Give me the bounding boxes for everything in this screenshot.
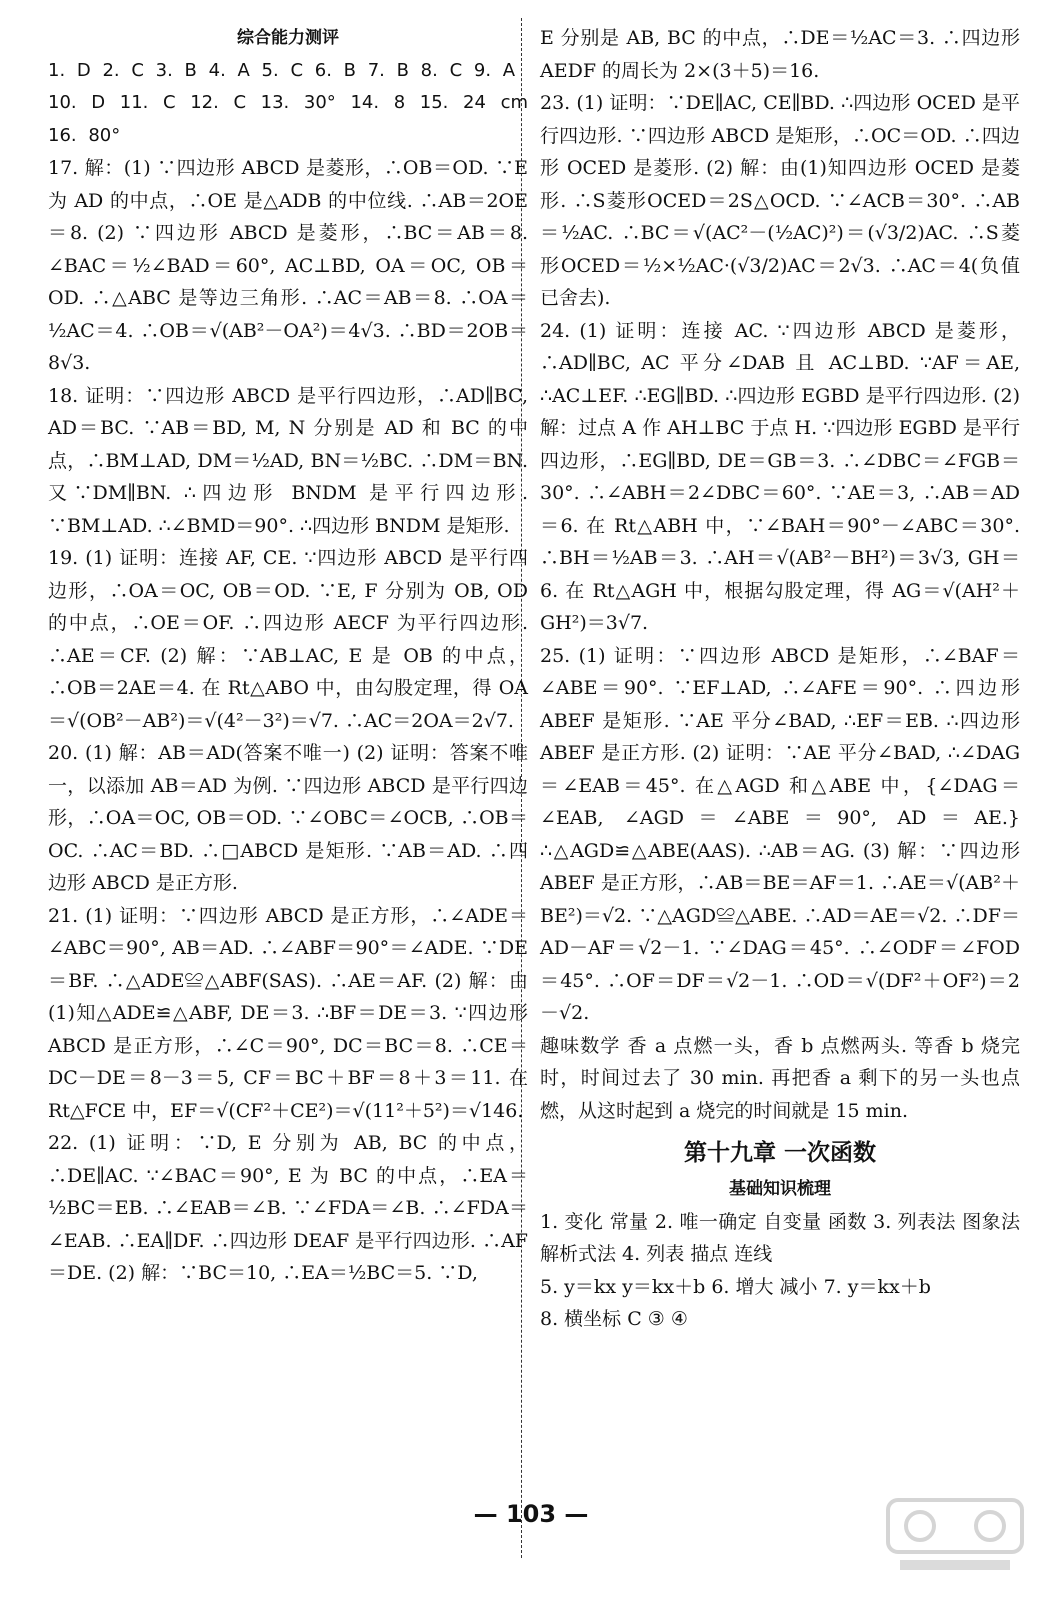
basic-answers-1: 1. 变化 常量 2. 唯一确定 自变量 函数 3. 列表法 图象法 解析式法 4. 列表 描点 连线 (540, 1210, 1020, 1265)
fun-math: 趣味数学 香 a 点燃一头，香 b 点燃两头. 等香 b 烧完时，时间过去了 30 min. 再把香 a 剩下的另一头也点燃，从这时起到 a 烧完的时间就是 15 min. (540, 1034, 1020, 1122)
section-subtitle: 基础知识梳理 (729, 1179, 831, 1199)
solution-23: 23. (1) 证明：∵DE∥AC, CE∥BD. ∴四边形 OCED 是平行四边形. ∵四边形 ABCD 是矩形，∴OC＝OD. ∴四边形 OCED 是菱形. (2) 解：由(1)知四边形 OCED 是菱形. ∴S菱形OCED＝2S△OCD. ∵∠ACB＝30°. ∴AB＝½AC. ∴BC＝√(AC²－(½AC)²)＝(√3/2)AC. ∴S菱形OCED＝½×½AC·(√3/2)AC＝2√3. ∴AC＝4(负值已舍去). (540, 92, 1020, 309)
solution-19: 19. (1) 证明：连接 AF, CE. ∵四边形 ABCD 是平行四边形，∴OA＝OC, OB＝OD. ∵E, F 分别为 OB, OD 的中点，∴OE＝OF. ∴四边形 AECF 为平行四边形. ∴AE＝CF. (2) 解：∵AB⊥AC, E 是 OB 的中点，∴OB＝2AE＝4. 在 Rt△ABO 中，由勾股定理，得 OA＝√(OB²－AB²)＝√(4²－3²)＝√7. ∴AC＝2OA＝2√7. (48, 547, 528, 732)
answer-row-2: 10. D 11. C 12. C 13. 30° 14. 8 15. 24 cm 16. 80° (48, 92, 528, 146)
basic-answers-3: 8. 横坐标 C ③ ④ (540, 1308, 688, 1330)
solution-25: 25. (1) 证明：∵四边形 ABCD 是矩形，∴∠BAF＝∠ABE＝90°. ∵EF⊥AD, ∴∠AFE＝90°. ∴四边形 ABEF 是矩形. ∵AE 平分∠BAD, ∴EF＝EB. ∴四边形 ABEF 是正方形. (2) 证明：∵AE 平分∠BAD, ∴∠DAG＝∠EAB＝45°. 在△AGD 和△ABE 中，{∠DAG＝∠EAB, ∠AGD＝∠ABE＝90°, AD＝AE.} ∴△AGD≌△ABE(AAS). ∴AB＝AG. (3) 解：∵四边形 ABEF 是正方形，∴AB＝BE＝AF＝1. ∴AE＝√(AB²＋BE²)＝√2. ∵△AGD≌△ABE. ∴AD＝AE＝√2. ∴DF＝AD－AF＝√2－1. ∵∠DAG＝45°. ∴∠ODF＝∠FOD＝45°. ∴OF＝DF＝√2－1. ∴OD＝√(DF²＋OF²)＝2－√2. (540, 644, 1020, 1024)
solution-17: 17. 解：(1) ∵四边形 ABCD 是菱形，∴OB＝OD. ∵E 为 AD 的中点，∴OE 是△ADB 的中位线. ∴AB＝2OE＝8. (2) ∵四边形 ABCD 是菱形，∴BC＝AB＝8. ∠BAC＝½∠BAD＝60°, AC⊥BD, OA＝OC, OB＝OD. ∴△ABC 是等边三角形. ∴AC＝AB＝8. ∴OA＝½AC＝4. ∴OB＝√(AB²－OA²)＝4√3. ∴BD＝2OB＝8√3. (48, 157, 528, 374)
right-column (540, 22, 1020, 1336)
solution-22: 22. (1) 证明：∵D, E 分别为 AB, BC 的中点，∴DE∥AC. ∵∠BAC＝90°, E 为 BC 的中点，∴EA＝½BC＝EB. ∴∠EAB＝∠B. ∵∠FDA＝∠B. ∴∠FDA＝∠EAB. ∴EA∥DF. ∴四边形 DEAF 是平行四边形. ∴AF＝DE. (2) 解：∵BC＝10, ∴EA＝½BC＝5. ∵D, (48, 1132, 528, 1284)
basic-answers-2: 5. y＝kx y＝kx＋b 6. 增大 减小 7. y＝kx＋b (540, 1275, 931, 1298)
solution-20: 20. (1) 解：AB＝AD(答案不唯一) (2) 证明：答案不唯一，以添加 AB＝AD 为例. ∵四边形 ABCD 是平行四边形，∴OA＝OC, OB＝OD. ∵∠OBC＝∠OCB, ∴OB＝OC. ∴AC＝BD. ∴□ABCD 是矩形. ∵AB＝AD. ∴四边形 ABCD 是正方形. (48, 742, 528, 894)
answer-row-1: 1. D 2. C 3. B 4. A 5. C 6. B 7. B 8. C 9. A (48, 59, 516, 81)
solution-21: 21. (1) 证明：∵四边形 ABCD 是正方形，∴∠ADE＝∠ABC＝90°, AB＝AD. ∴∠ABF＝90°＝∠ADE. ∵DE＝BF. ∴△ADE≌△ABF(SAS). ∴AE＝AF. (2) 解：由(1)知△ADE≌△ABF, DE＝3. ∴BF＝DE＝3. ∵四边形 ABCD 是正方形，∴∠C＝90°, DC＝BC＝8. ∴CE＝DC－DE＝8－3＝5, CF＝BC＋BF＝8＋3＝11. 在 Rt△FCE 中，EF＝√(CF²＋CE²)＝√(11²＋5²)＝√146. (48, 904, 528, 1122)
solution-18: 18. 证明：∵四边形 ABCD 是平行四边形，∴AD∥BC, AD＝BC. ∵AB＝BD, M, N 分别是 AD 和 BC 的中点，∴BM⊥AD, DM＝½AD, BN＝½BC. ∴DM＝BN. 又∵DM∥BN. ∴四边形 BNDM 是平行四边形. ∵BM⊥AD. ∴∠BMD＝90°. ∴四边形 BNDM 是矩形. (48, 384, 528, 537)
chapter-title: 第十九章 一次函数 (683, 1140, 876, 1166)
solution-22-continued: E 分别是 AB, BC 的中点，∴DE＝½AC＝3. ∴四边形 AEDF 的周长为 2×(3＋5)＝16. (540, 27, 1020, 82)
section-heading: 综合能力测评 (237, 28, 339, 48)
left-column (48, 22, 528, 1290)
page-number: — 103 — (473, 1500, 589, 1528)
watermark-logo (880, 1490, 1030, 1580)
solution-24: 24. (1) 证明：连接 AC. ∵四边形 ABCD 是菱形，∴AD∥BC, AC 平分∠DAB 且 AC⊥BD. ∵AF＝AE, ∴AC⊥EF. ∴EG∥BD. ∴四边形 EGBD 是平行四边形. (2) 解：过点 A 作 AH⊥BC 于点 H. ∵四边形 EGBD 是平行四边形，∴EG∥BD, DE＝GB＝3. ∴∠DBC＝∠FGB＝30°. ∴∠ABH＝2∠DBC＝60°. ∵AE＝3, ∴AB＝AD＝6. 在 Rt△ABH 中，∵∠BAH＝90°－∠ABC＝30°. ∴BH＝½AB＝3. ∴AH＝√(AB²－BH²)＝3√3, GH＝6. 在 Rt△AGH 中，根据勾股定理，得 AG＝√(AH²＋GH²)＝3√7. (540, 319, 1020, 634)
